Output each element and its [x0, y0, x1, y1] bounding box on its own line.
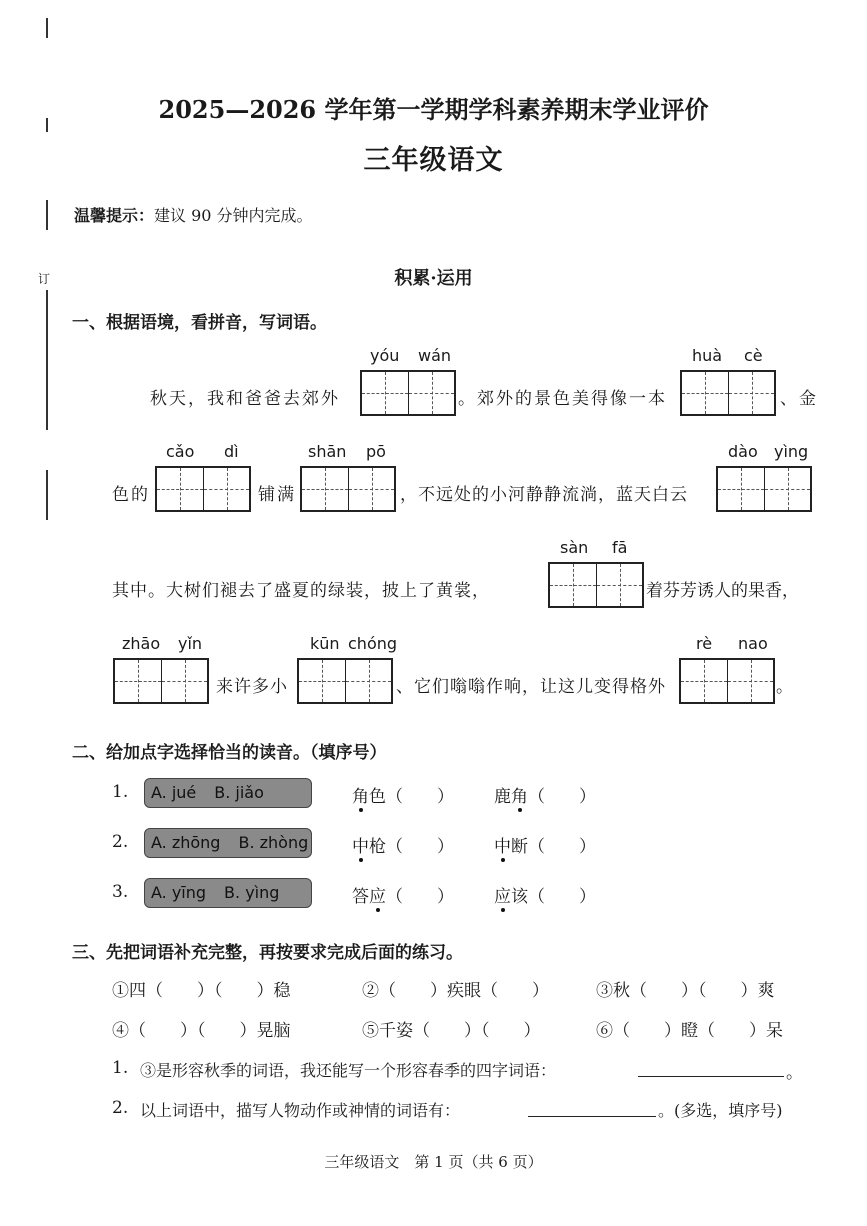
binding-line: [46, 18, 48, 38]
pinyin: dì: [224, 442, 239, 461]
tip: [74, 203, 313, 226]
option-b: B. jiǎo: [214, 783, 264, 802]
emphasis-dot: [359, 808, 363, 812]
idiom-blank[interactable]: ②（ ）疾眼（ ）: [362, 981, 549, 1001]
answer-grid[interactable]: [679, 658, 775, 704]
pinyin: yìng: [774, 442, 809, 461]
answer-grid[interactable]: [155, 466, 251, 512]
section-title: 积累·运用: [394, 268, 473, 289]
idiom-blank[interactable]: ⑥（ ）瞪（ ）呆: [596, 1021, 783, 1041]
q3-sub1-end: 。: [786, 1063, 803, 1083]
q2-item-num: 1.: [112, 782, 129, 802]
q2-item-num: 3.: [112, 882, 129, 902]
q3-sub2: 以上词语中，描写人物动作或神情的词语有：: [140, 1101, 461, 1120]
option-b: B. yìng: [224, 883, 280, 902]
reading-options: [144, 828, 312, 858]
binding-line: [46, 200, 48, 230]
reading-options: [144, 878, 312, 908]
q1-text: 、金: [780, 389, 818, 409]
q1-text: 色的: [112, 485, 150, 505]
q1-text: 、它们嗡嗡作响，让这儿变得格外: [396, 677, 666, 697]
emphasis-dot: [518, 808, 522, 812]
pinyin: zhāo: [122, 634, 161, 653]
pinyin: cǎo: [166, 442, 195, 461]
page-footer: 三年级语文 第 1 页（共 6 页）: [324, 1153, 543, 1171]
emphasis-dot: [359, 858, 363, 862]
q1-text: ，不远处的小河静静流淌，蓝天白云: [400, 485, 688, 505]
answer-grid[interactable]: [360, 370, 456, 416]
answer-grid[interactable]: [113, 658, 209, 704]
pinyin: chóng: [348, 634, 398, 653]
emphasis-dot: [501, 858, 505, 862]
pinyin: cè: [744, 346, 763, 365]
idiom-blank[interactable]: ④（ ）（ ）晃脑: [112, 1021, 291, 1041]
answer-grid[interactable]: [297, 658, 393, 704]
q2-word[interactable]: 鹿角（ ）: [494, 787, 596, 807]
binding-line: [46, 290, 48, 430]
q1-text: 其中。大树们褪去了盛夏的绿装，披上了黄裳，: [112, 581, 490, 601]
reading-options: [144, 778, 312, 808]
answer-grid[interactable]: [716, 466, 812, 512]
q1-text: 来许多小: [216, 677, 288, 697]
pinyin: huà: [692, 346, 723, 365]
q1-heading: 一、根据语境，看拼音，写词语。: [72, 313, 327, 333]
q2-word[interactable]: 中断（ ）: [494, 837, 596, 857]
exam-subject: 三年级语文: [363, 145, 504, 176]
pinyin: kūn: [310, 634, 340, 653]
pinyin: sàn: [560, 538, 589, 557]
idiom-blank[interactable]: ⑤千姿（ ）（ ）: [362, 1021, 541, 1041]
emphasis-dot: [376, 908, 380, 912]
pinyin: rè: [696, 634, 713, 653]
q2-word[interactable]: 答应（ ）: [352, 887, 454, 907]
answer-grid[interactable]: [548, 562, 644, 608]
binding-glyph: 订: [38, 272, 51, 286]
answer-line[interactable]: [528, 1116, 656, 1117]
answer-line[interactable]: [638, 1076, 784, 1077]
q3-sub1: ③是形容秋季的词语，我还能写一个形容春季的四字词语：: [140, 1061, 557, 1080]
option-a: A. yīng: [151, 883, 207, 902]
idiom-blank[interactable]: ③秋（ ）（ ）爽: [596, 981, 775, 1001]
q2-item-num: 2.: [112, 832, 129, 852]
option-b: B. zhòng: [238, 833, 309, 852]
idiom-blank[interactable]: ①四（ ）（ ）稳: [112, 981, 291, 1001]
q3-sub-num: 2.: [112, 1098, 129, 1118]
option-a: A. jué: [151, 783, 197, 802]
answer-grid[interactable]: [680, 370, 776, 416]
q3-heading: 三、先把词语补充完整，再按要求完成后面的练习。: [72, 943, 463, 963]
pinyin: nao: [738, 634, 768, 653]
pinyin: wán: [418, 346, 452, 365]
binding-line: [46, 470, 48, 520]
q1-text: 着芬芳诱人的果香，: [646, 581, 799, 601]
answer-grid[interactable]: [300, 466, 396, 512]
q1-text: 。: [776, 677, 795, 697]
q2-word[interactable]: 应该（ ）: [494, 887, 596, 907]
q1-text: 。郊外的景色美得像一本: [458, 389, 667, 409]
q1-text: 铺满: [258, 485, 296, 505]
pinyin: fā: [612, 538, 628, 557]
pinyin: yóu: [370, 346, 400, 365]
q2-heading: 二、给加点字选择恰当的读音。（填序号）: [72, 743, 387, 763]
q3-sub2-end: 。(多选，填序号): [658, 1101, 783, 1120]
tip-label: 温馨提示：: [74, 206, 155, 225]
q2-word[interactable]: 中枪（ ）: [352, 837, 454, 857]
emphasis-dot: [501, 908, 505, 912]
pinyin: dào: [728, 442, 758, 461]
pinyin: yǐn: [178, 634, 203, 653]
q2-word[interactable]: 角色（ ）: [352, 787, 454, 807]
pinyin: shān: [308, 442, 347, 461]
pinyin: pō: [366, 442, 386, 461]
option-a: A. zhōng: [151, 833, 221, 852]
exam-title: 2025—2026 学年第一学期学科素养期末学业评价: [158, 95, 709, 124]
q1-text: 秋天，我和爸爸去郊外: [150, 389, 340, 409]
q3-sub-num: 1.: [112, 1058, 129, 1078]
tip-text: 建议 90 分钟内完成。: [154, 206, 313, 225]
